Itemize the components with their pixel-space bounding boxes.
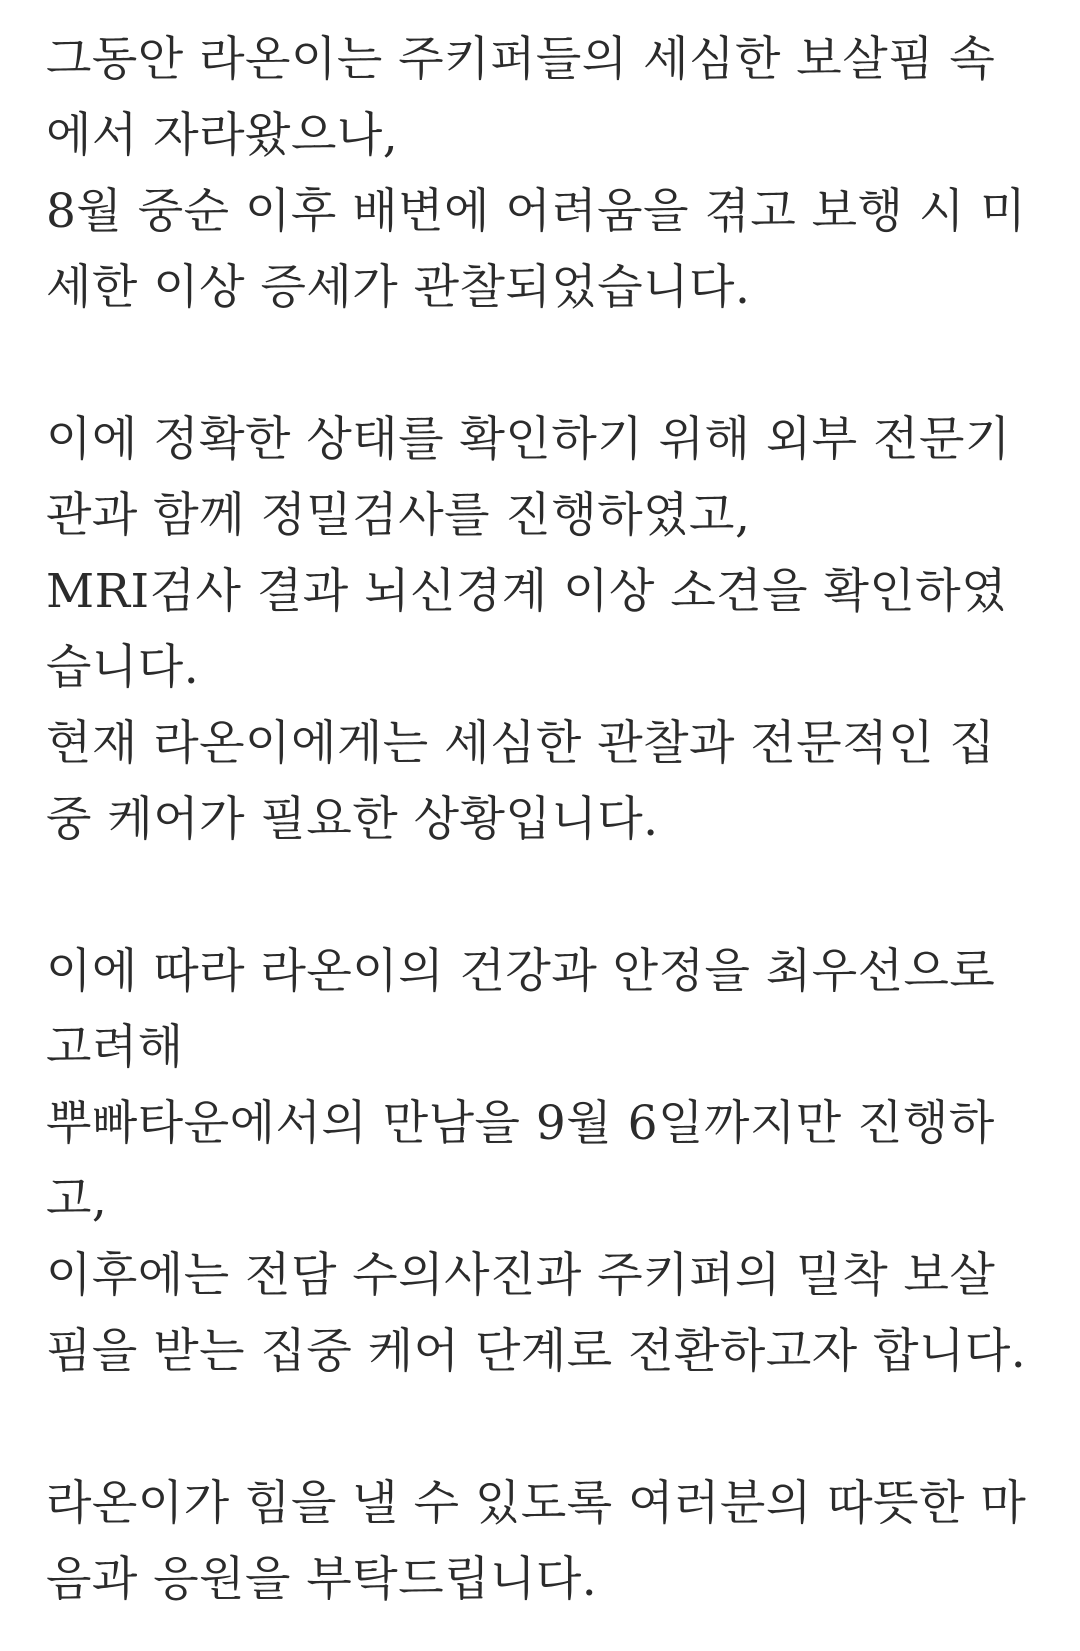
text-line: 현재 라온이에게는 세심한 관찰과 전문적인 집 — [46, 716, 996, 771]
paragraph-spacer — [46, 858, 1056, 934]
article-body — [46, 22, 1056, 1618]
paragraph-spacer — [46, 326, 1056, 402]
text-line: 라온이가 힘을 낼 수 있도록 여러분의 따뜻한 마 — [46, 1476, 1027, 1531]
text-line: 고려해 — [46, 1020, 184, 1075]
text-line: 8월 중순 이후 배변에 어려움을 겪고 보행 시 미 — [46, 184, 1027, 239]
paragraph-spacer — [46, 1390, 1056, 1466]
text-line: 이에 정확한 상태를 확인하기 위해 외부 전문기 — [46, 412, 1011, 467]
text-line: 이후에는 전담 수의사진과 주키퍼의 밀착 보살 — [46, 1248, 996, 1303]
paragraph-2 — [46, 402, 1056, 858]
text-line: 세한 이상 증세가 관찰되었습니다. — [46, 260, 751, 315]
text-line: 핌을 받는 집중 케어 단계로 전환하고자 합니다. — [46, 1324, 1027, 1379]
text-line: 에서 자라왔으나, — [46, 108, 399, 163]
paragraph-4 — [46, 1466, 1056, 1618]
text-line: 그동안 라온이는 주키퍼들의 세심한 보살핌 속 — [46, 32, 996, 87]
paragraph-1 — [46, 22, 1056, 326]
paragraph-3 — [46, 934, 1056, 1390]
text-line: 뿌빠타운에서의 만남을 9월 6일까지만 진행하 — [46, 1096, 995, 1151]
text-line: 관과 함께 정밀검사를 진행하였고, — [46, 488, 751, 543]
text-line: 중 케어가 필요한 상황입니다. — [46, 792, 659, 847]
text-line: 고, — [46, 1172, 108, 1227]
text-line: 음과 응원을 부탁드립니다. — [46, 1552, 598, 1607]
text-line: 이에 따라 라온이의 건강과 안정을 최우선으로 — [46, 944, 996, 999]
text-line: MRI검사 결과 뇌신경계 이상 소견을 확인하였 — [46, 564, 1008, 619]
text-line: 습니다. — [46, 640, 200, 695]
